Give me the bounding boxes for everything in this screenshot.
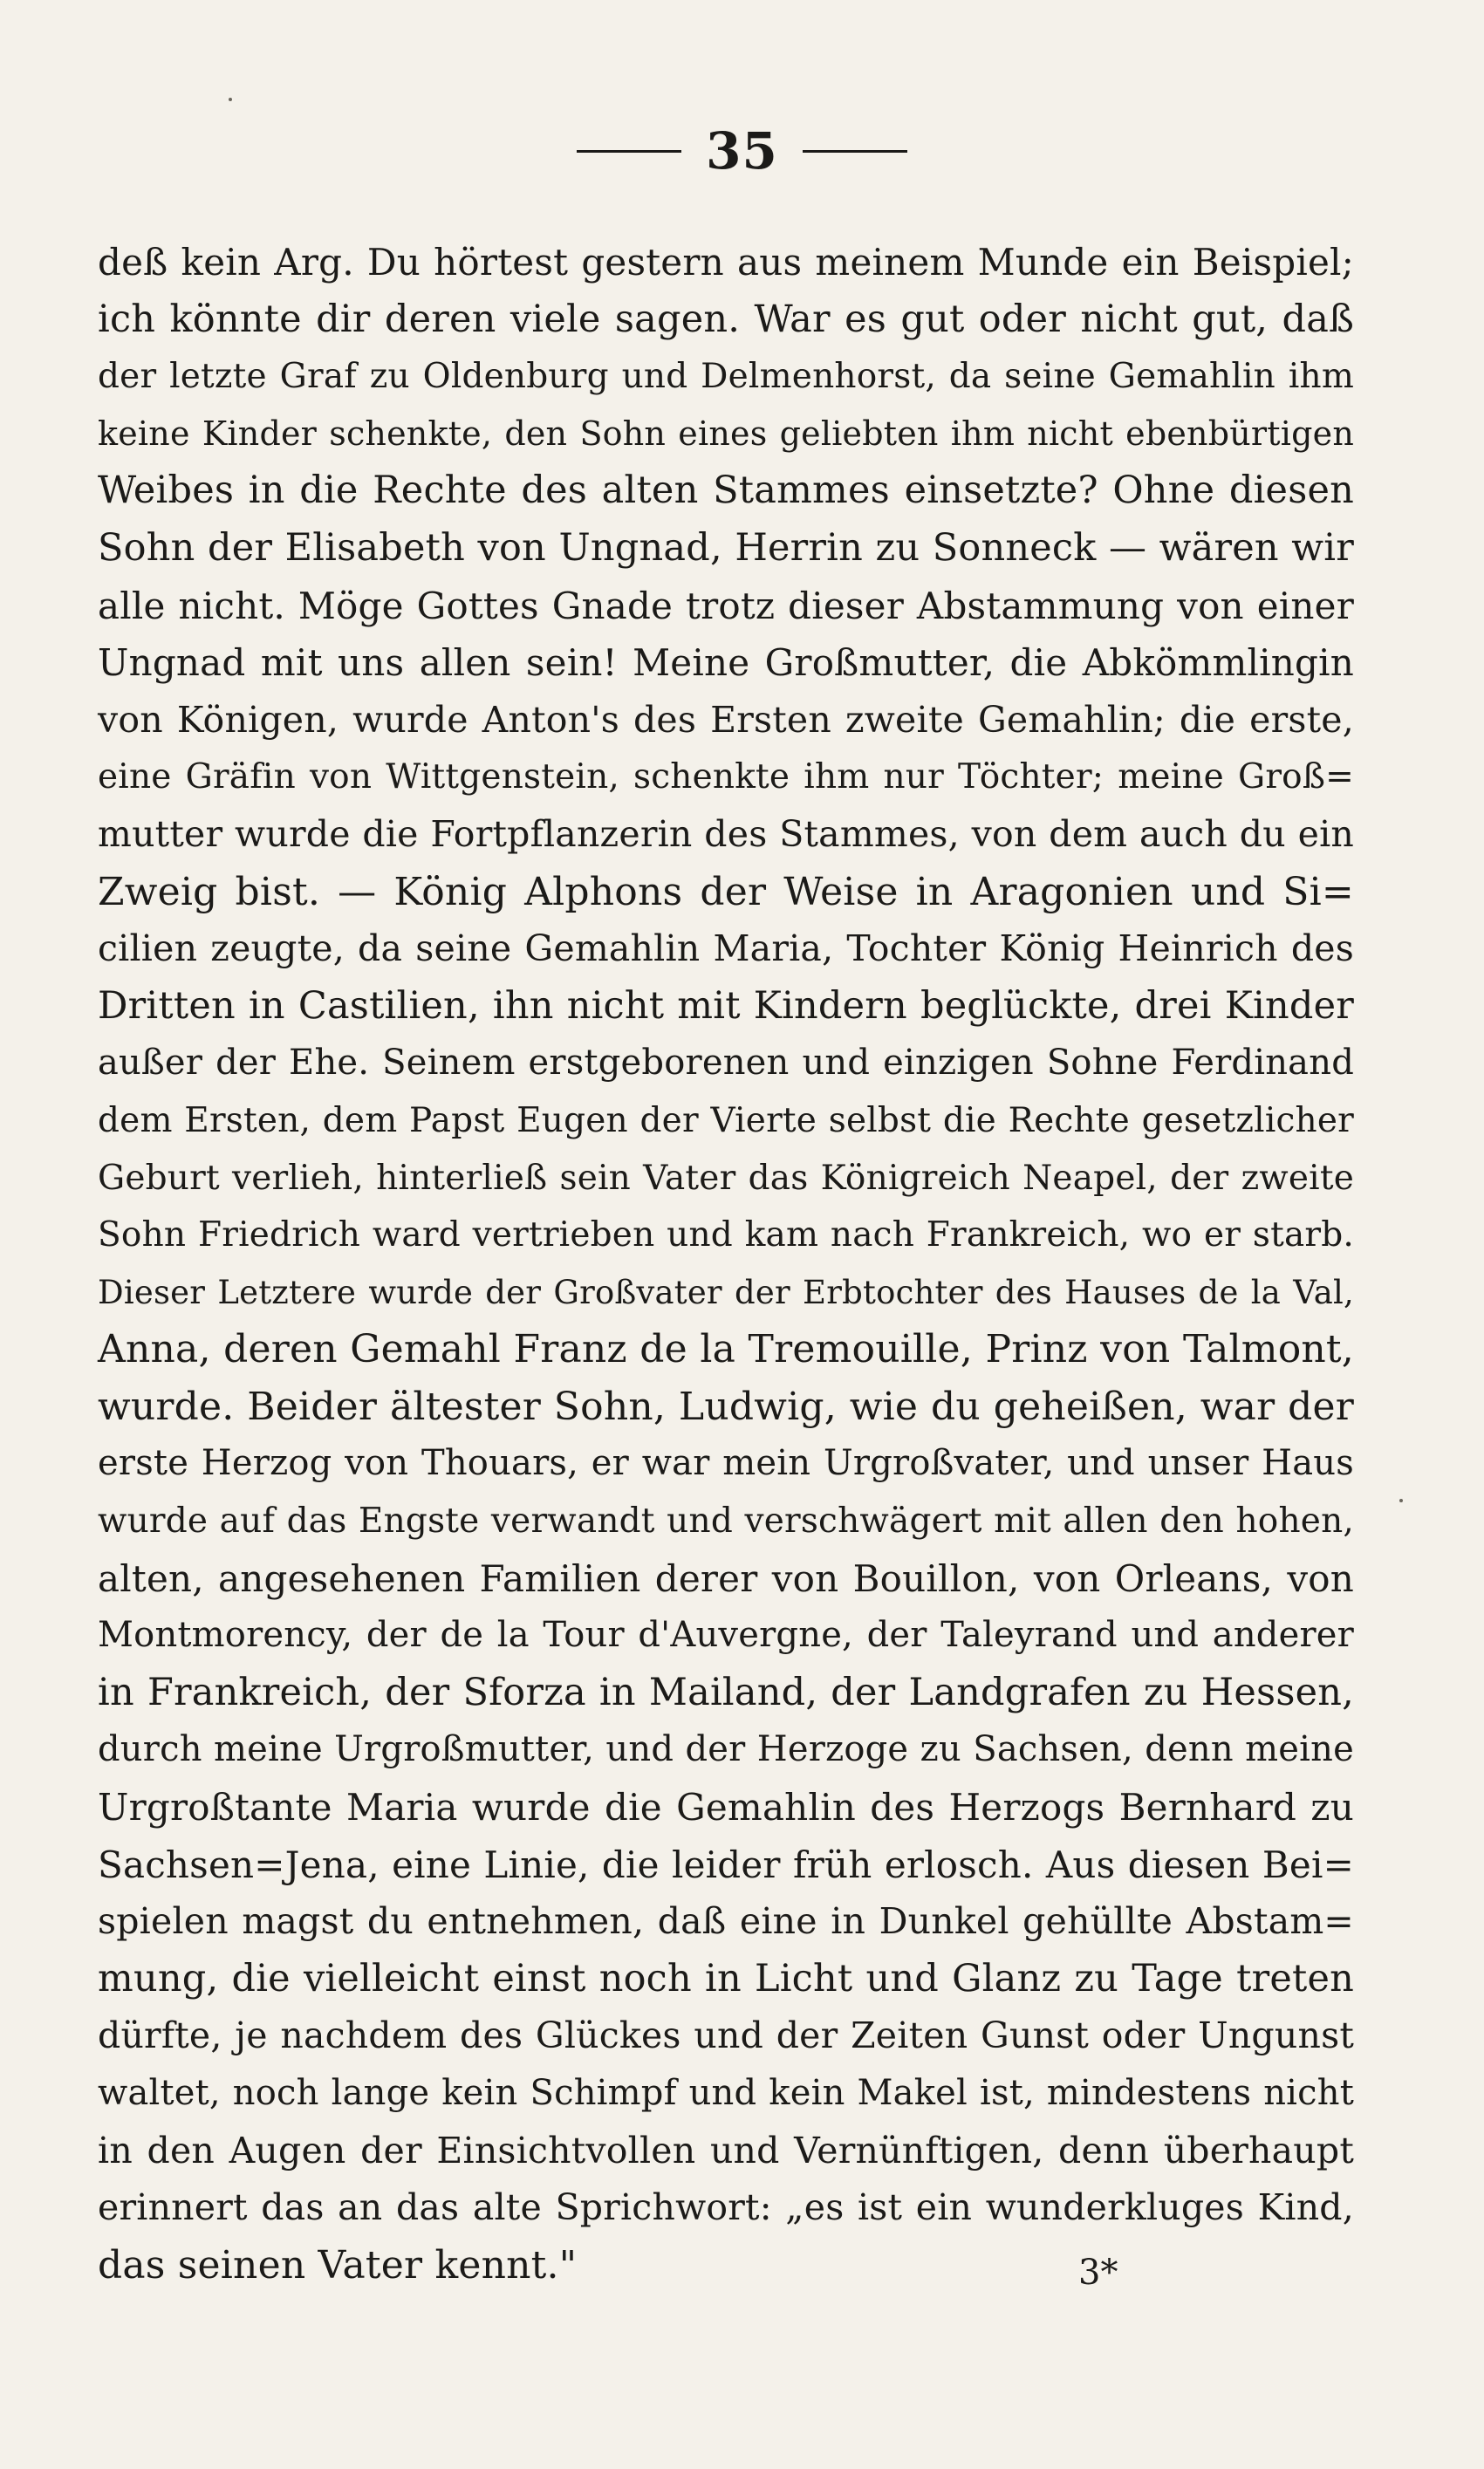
text-line: von Königen, wurde Anton's des Ersten zweite Gemahlin; die erste, — [98, 698, 1354, 741]
paper-speck — [229, 98, 232, 101]
text-line: ich könnte dir deren viele sagen. War es gut oder nicht gut, daß — [98, 297, 1354, 341]
header-rule-left — [577, 150, 681, 153]
text-line: alten, angesehenen Familien derer von Bouillon, von Orleans, von — [98, 1556, 1354, 1600]
text-line: Anna, deren Gemahl Franz de la Tremouille, Prinz von Talmont, — [98, 1327, 1354, 1372]
text-line: das seinen Vater kennt." — [98, 2242, 578, 2288]
text-line: Zweig bist. — König Alphons der Weise in Aragonien und Si= — [98, 869, 1354, 914]
text-line: erinnert das an das alte Sprichwort: „es ist ein wunderkluges Kind, — [98, 2186, 1354, 2229]
text-line: cilien zeugte, da seine Gemahlin Maria, Tochter König Heinrich des — [98, 927, 1354, 970]
text-line: deß kein Arg. Du hörtest gestern aus meinem Munde ein Beispiel; — [98, 241, 1354, 284]
text-line: außer der Ehe. Seinem erstgeborenen und einzigen Sohne Ferdinand — [98, 1043, 1354, 1084]
header-rule-right — [803, 150, 907, 153]
text-line: erste Herzog von Thouars, er war mein Urgroßvater, und unser Haus — [98, 1443, 1354, 1484]
text-line: Ungnad mit uns allen sein! Meine Großmutter, die Abkömmlingin — [98, 641, 1354, 685]
text-line: eine Gräfin von Wittgenstein, schenkte ihm nur Töchter; meine Groß= — [98, 757, 1354, 797]
text-line: in den Augen der Einsichtvollen und Vernünftigen, denn überhaupt — [98, 2129, 1354, 2171]
text-line: Sachsen=Jena, eine Linie, die leider früh erlosch. Aus diesen Bei= — [98, 1843, 1354, 1886]
page-header — [0, 122, 1484, 180]
text-line: mutter wurde die Fortpflanzerin des Stammes, von dem auch du ein — [98, 812, 1354, 855]
text-line: Weibes in die Rechte des alten Stammes einsetzte? Ohne diesen — [98, 468, 1354, 513]
text-line: durch meine Urgroßmutter, und der Herzoge zu Sachsen, denn meine — [98, 1729, 1354, 1770]
text-line: keine Kinder schenkte, den Sohn eines geliebten ihm nicht ebenbürtigen — [98, 414, 1354, 453]
text-line: Sohn Friedrich ward vertrieben und kam nach Frankreich, wo er starb. — [98, 1215, 1354, 1255]
text-line: mung, die vielleicht einst noch in Licht und Glanz zu Tage treten — [98, 1956, 1354, 2001]
body-text — [98, 234, 1354, 2294]
text-line: Dritten in Castilien, ihn nicht mit Kindern beglückte, drei Kinder — [98, 983, 1354, 1028]
text-line: Montmorency, der de la Tour d'Auvergne, der Taleyrand und anderer — [98, 1615, 1354, 1656]
text-line: waltet, noch lange kein Schimpf und kein Makel ist, mindestens nicht — [98, 2073, 1354, 2113]
text-line: wurde auf das Engste verwandt und verschwägert mit allen den hohen, — [98, 1501, 1354, 1542]
text-line: alle nicht. Möge Gottes Gnade trotz dieser Abstammung von einer — [98, 584, 1354, 627]
text-line: wurde. Beider ältester Sohn, Ludwig, wie du geheißen, war der — [98, 1384, 1354, 1429]
page-number: 35 — [706, 121, 778, 181]
text-line: Dieser Letztere wurde der Großvater der Erbtochter des Hauses de la Val, — [98, 1273, 1354, 1311]
text-line: Geburt verlieh, hinterließ sein Vater das Königreich Neapel, der zweite — [98, 1158, 1354, 1198]
text-line: Sohn der Elisabeth von Ungnad, Herrin zu Sonneck — wären wir — [98, 525, 1354, 570]
paper-speck — [1399, 1499, 1403, 1502]
text-line: der letzte Graf zu Oldenburg und Delmenhorst, da seine Gemahlin ihm — [98, 357, 1354, 397]
text-line: dürfte, je nachdem des Glückes und der Zeiten Gunst oder Ungunst — [98, 2014, 1354, 2057]
text-line: in Frankreich, der Sforza in Mailand, der Landgrafen zu Hessen, — [98, 1670, 1354, 1714]
signature-mark: 3* — [1078, 2253, 1118, 2293]
text-line: dem Ersten, dem Papst Eugen der Vierte selbst die Rechte gesetzlicher — [98, 1100, 1354, 1140]
text-line: spielen magst du entnehmen, daß eine in Dunkel gehüllte Abstam= — [98, 1900, 1354, 1943]
text-line: Urgroßtante Maria wurde die Gemahlin des Herzogs Bernhard zu — [98, 1786, 1354, 1830]
